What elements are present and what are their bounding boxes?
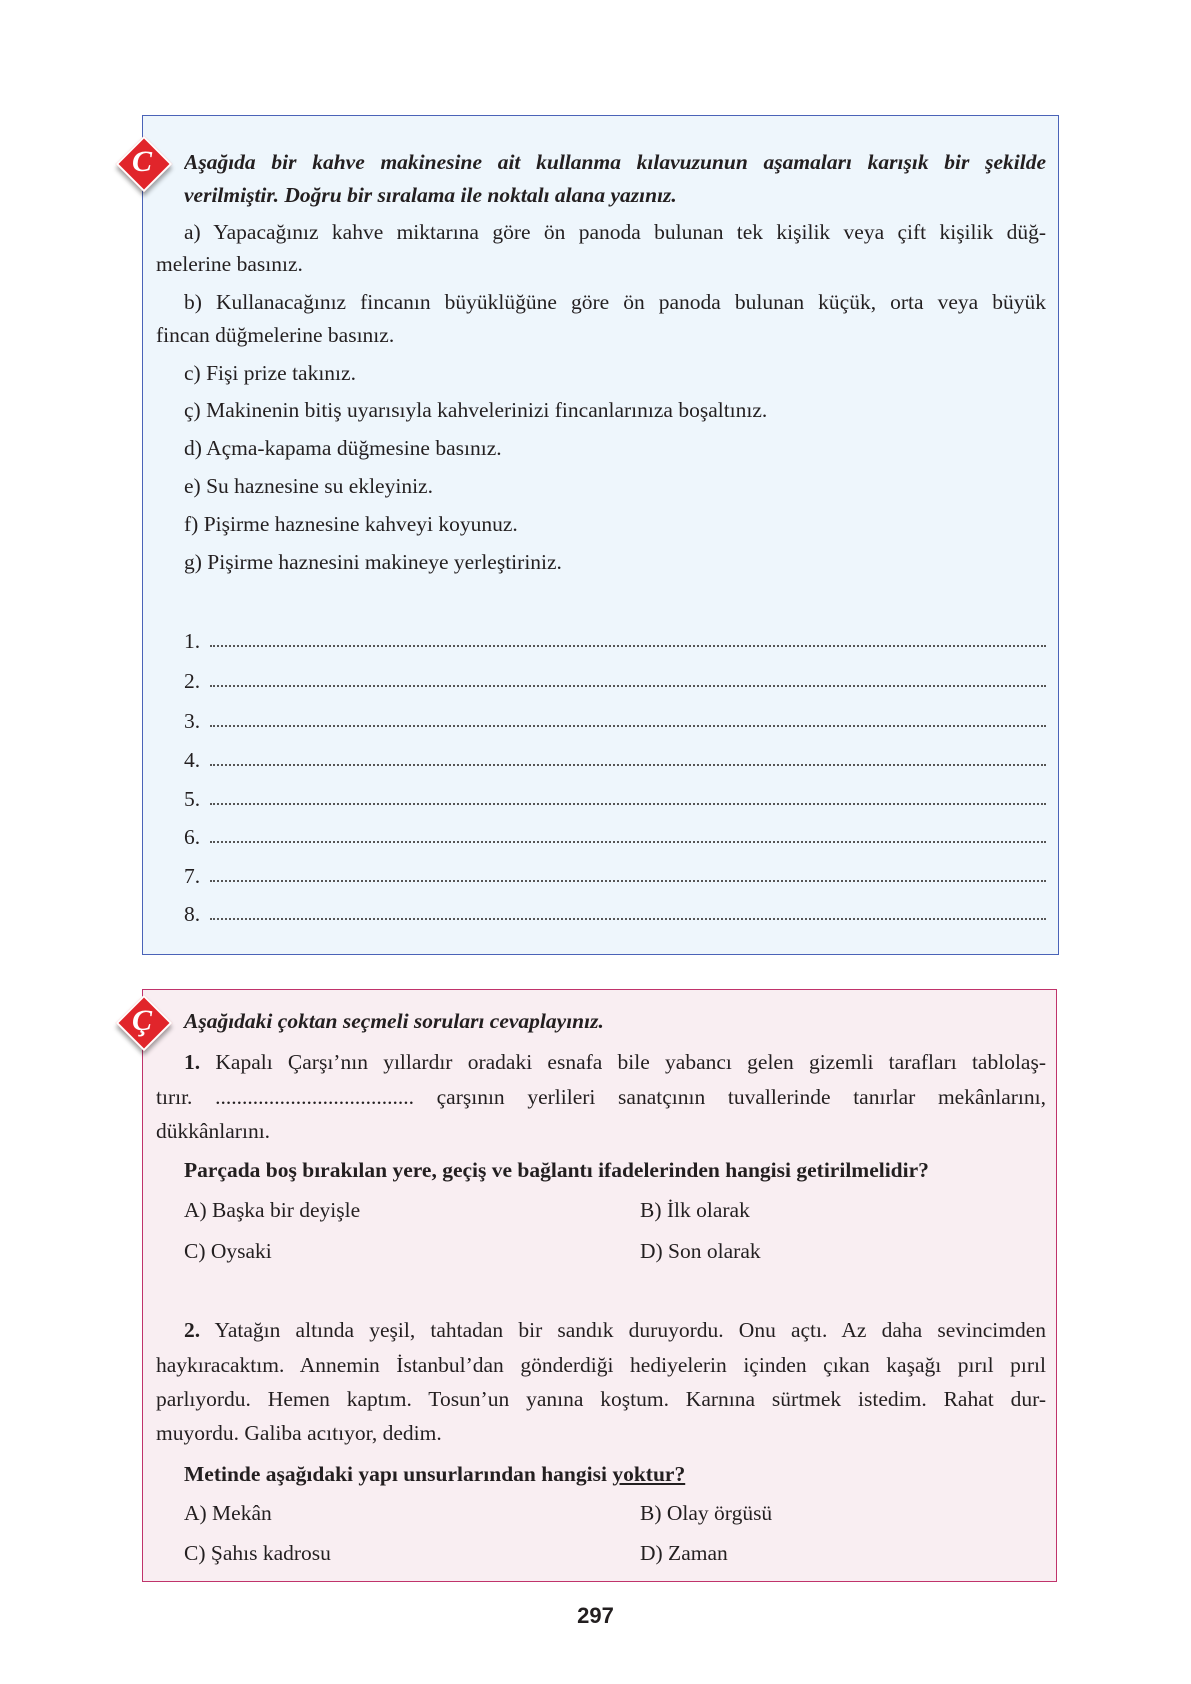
step-c: c) Fişi prize takınız. (184, 361, 356, 385)
section-c-badge-letter: C (131, 145, 152, 178)
step-f: f) Pişirme haznesine kahveyi koyunuz. (184, 512, 518, 536)
step-a-cont: melerine basınız. (156, 252, 303, 276)
q2-text: Yatağın altında yeşil, tahtadan bir sandık duruyordu. Onu açtı. Az daha sevincimden (200, 1318, 1046, 1342)
page-number: 297 (577, 1603, 614, 1628)
answer-number: 3. (184, 709, 201, 733)
q2-line-2: haykıracaktım. Annemin İstanbul’dan gönderdiği hediyelerin içinden çıkan kaşağı pırıl pırıl (156, 1353, 1046, 1377)
step-e: e) Su haznesine su ekleyiniz. (184, 474, 433, 498)
q1-number: 1. (184, 1050, 201, 1074)
q2-line-3: parlıyordu. Hemen kaptım. Tosun’un yanına koştum. Karnına sürtmek istedim. Rahat dur- (156, 1387, 1046, 1411)
answer-number: 4. (184, 748, 201, 772)
q1-option-a[interactable]: A) Başka bir deyişle (184, 1198, 361, 1222)
q2-question (184, 1460, 685, 1488)
section-cc-box (142, 989, 1057, 1582)
q2-option-c[interactable]: C) Şahıs kadrosu (184, 1541, 331, 1565)
answer-number: 8. (184, 902, 201, 926)
section-c-instruction (184, 148, 1046, 176)
q1-text: Kapalı Çarşı’nın yıllardır oradaki esnafa bile yabancı gelen gizemli tarafları tablolaş- (200, 1050, 1046, 1074)
step-a: a) Yapacağınız kahve miktarına göre ön panoda bulunan tek kişilik veya çift kişilik düğ- (184, 220, 1046, 244)
step-d: d) Açma-kapama düğmesine basınız. (184, 436, 502, 460)
q1-option-d[interactable]: D) Son olarak (640, 1239, 761, 1263)
answer-line-2[interactable] (184, 667, 1046, 695)
answer-line-8[interactable] (184, 900, 1046, 928)
q1-option-c[interactable]: C) Oysaki (184, 1239, 272, 1263)
answer-number: 2. (184, 669, 201, 693)
answer-line-6[interactable] (184, 823, 1046, 851)
answer-line-3[interactable] (184, 707, 1046, 735)
q1-line-1 (184, 1048, 1046, 1076)
q1-option-b[interactable]: B) İlk olarak (640, 1198, 750, 1222)
answer-line-7[interactable] (184, 862, 1046, 890)
section-cc-instruction: Aşağıdaki çoktan seçmeli soruları cevaplayınız. (184, 1009, 604, 1033)
answer-number: 1. (184, 629, 201, 653)
answer-line-5[interactable] (184, 785, 1046, 813)
step-g: g) Pişirme haznesini makineye yerleştiriniz. (184, 550, 562, 574)
q2-question-text: Metinde aşağıdaki yapı unsurlarından hangisi (184, 1462, 613, 1486)
step-b-cont: fincan düğmelerine basınız. (156, 323, 395, 347)
instruction-line: verilmiştir. Doğru bir sıralama ile noktalı alana yazınız. (184, 183, 677, 207)
q2-option-a[interactable]: A) Mekân (184, 1501, 272, 1525)
q2-option-b[interactable]: B) Olay örgüsü (640, 1501, 773, 1525)
instruction-line: Aşağıda bir kahve makinesine ait kullanma kılavuzunun aşamaları karışık bir şekilde (184, 150, 1046, 174)
section-cc-badge-letter: Ç (131, 1004, 152, 1037)
answer-number: 5. (184, 787, 201, 811)
q2-question-underlined: yoktur? (612, 1462, 686, 1486)
q2-option-d[interactable]: D) Zaman (640, 1541, 728, 1565)
answer-number: 7. (184, 864, 201, 888)
q1-line-3: dükkânlarını. (156, 1119, 271, 1143)
q1-question: Parçada boş bırakılan yere, geçiş ve bağlantı ifadelerinden hangisi getirilmelidir? (184, 1158, 929, 1182)
q2-line-4: muyordu. Galiba acıtıyor, dedim. (156, 1421, 442, 1445)
step-cc: ç) Makinenin bitiş uyarısıyla kahvelerinizi fincanlarınıza boşaltınız. (184, 398, 768, 422)
q1-line-2: tırır. ..................................... çarşının yerlileri sanatçının tuvallerinde tanırlar mekânlarını, (156, 1085, 1046, 1109)
answer-line-4[interactable] (184, 746, 1046, 774)
q2-line-1 (184, 1316, 1046, 1344)
answer-number: 6. (184, 825, 201, 849)
answer-line-1[interactable] (184, 627, 1046, 655)
step-b: b) Kullanacağınız fincanın büyüklüğüne göre ön panoda bulunan küçük, orta veya büyük (184, 290, 1046, 314)
q2-number: 2. (184, 1318, 201, 1342)
